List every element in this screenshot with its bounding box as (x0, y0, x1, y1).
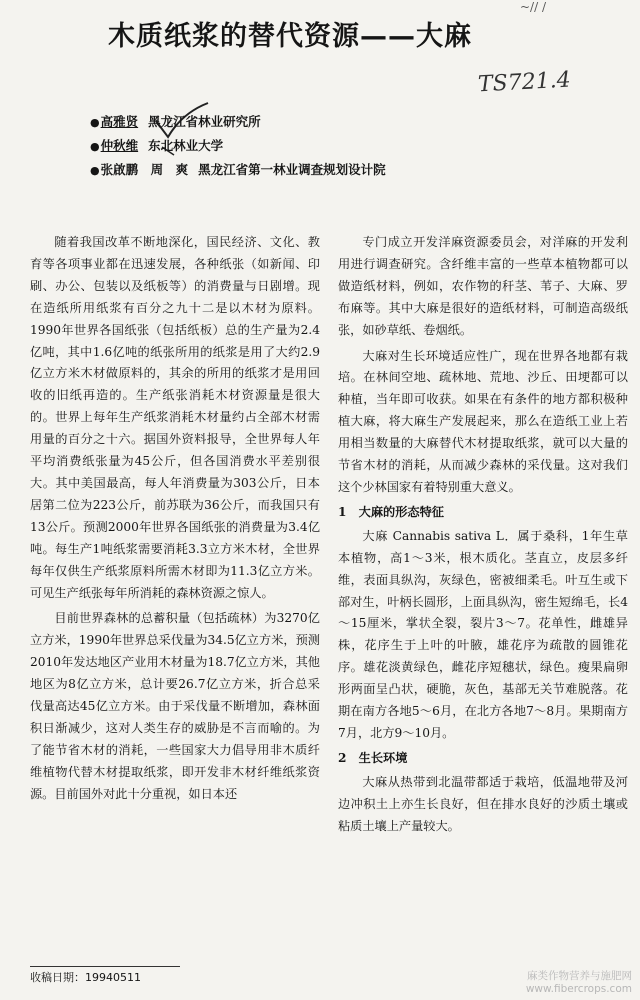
author-affiliation: 东北林业大学 (148, 138, 224, 153)
site-watermark (526, 970, 632, 996)
author-line (90, 134, 470, 158)
received-date: 收稿日期：19940511 (30, 966, 180, 985)
handwritten-classification-note: TS721.4 (477, 67, 572, 98)
bullet-dot: ● (90, 116, 100, 129)
author-name: 仲秋维 (100, 138, 139, 153)
top-handwriting: ~// / (520, 0, 546, 14)
body-paragraph: 大麻 Cannabis sativa L．属于桑科，1年生草本植物，高1～3米，根木质化。茎直立，皮层多纤维，表面具纵沟，灰绿色，密被细柔毛。叶互生或下部对生，叶柄长圆形，上面具纵沟，密生短绵毛，长4～15厘米，掌状全裂，裂片3～7。花单性，雌雄异株，花序生于上叶的叶腋，雄花序为疏散的圆锥花序。雄花淡黄绿色，雌花序短穗状，绿色。瘦果扁卵形两面呈凸状，硬脆，灰色，基部无关节难脱落。花期在南方各地5～6月，在北方各地7～8月。果期南方7月，北方9～10月。 (338, 528, 628, 740)
body-paragraph: 大麻对生长环境适应性广，现在世界各地都有栽培。在林间空地、疏林地、荒地、沙丘、田埂都可以种植，当年即可收获。如果在有条件的地方都积极种植大麻，将大麻生产发展起来，那么在造纸工业上若用相当数量的大麻替代木材提取纸浆，就可以大量的节省木材的消耗，从而减少森林的采伐量。这对我们这个少林国家有着特别重大意义。 (338, 348, 628, 494)
author-affiliation: 黑龙江省林业研究所 (148, 114, 261, 129)
watermark-line: 麻类作物营养与施肥网 (527, 970, 632, 982)
bullet-dot: ● (90, 140, 100, 153)
author-name: 张啟鹏 周 爽 (100, 162, 189, 177)
body-paragraph: 目前世界森林的总蓄积量（包括疏林）为3270亿立方米，1990年世界总采伐量为34.5亿立方米，预测2010年发达地区产业用木材量为18.7亿立方米，其他地区为8亿立方米，总计要26.7亿立方米，折合总采伐量高达45亿立方米。由于采伐量不断增加，森林面积日渐减少，这对人类生存的威胁是不言而喻的。为了能节省木材的消耗，一些国家大力倡导用非木质纤维植物代替木材提取纸浆，即开发非木材纤维纸浆资源。目前国外对此十分重视，如日本还 (30, 611, 320, 801)
bullet-dot: ● (90, 164, 100, 177)
article-title: 木质纸浆的替代资源——大麻 (108, 21, 472, 52)
author-name: 高雅贤 (100, 114, 139, 129)
watermark-url: www.fibercrops.com (525, 983, 632, 995)
author-affiliation: 黑龙江省第一林业调查规划设计院 (198, 162, 386, 177)
body-paragraph: 随着我国改革不断地深化，国民经济、文化、教育等各项事业都在迅速发展，各种纸张（如新闻、印刷、办公、包装以及纸板等）的消费量与日剧增。现在造纸所用纸浆有百分之九十二是以木材为原料。1990年世界各国纸张（包括纸板）总的生产量为2.4亿吨，其中1.6亿吨的纸张所用的纸浆是用了大约2.9亿立方米木材做原料的，其余的所用的纸浆才是用回收的旧纸再造的。生产纸张消耗木材资源量是很大的。世界上每年生产纸浆消耗木材量约占全部木材需用量的百分之十六。据国外资料报导，全世界每人年平均消费纸张量为45公斤，但各国消费水平差别很大。其中美国最高，每人年消费量为303公斤，日本居第二位为223公斤，前苏联为36公斤，而我国只有13公斤。预测2000年世界各国纸张的消费量为3.4亿吨。每生产1吨纸浆需要消耗3.3立方米木材，全世界每年仅供生产纸浆原料所需木材即为11.3亿立方米。可见生产纸张每年所消耗的森林资源之惊人。 (30, 235, 320, 600)
body-paragraph: 大麻从热带到北温带都适于栽培，低温地带及河边冲积土上亦生长良好，但在排水良好的沙质土壤或粘质土壤上产量较大。 (338, 774, 628, 833)
right-text-column (338, 232, 628, 837)
section-heading: 2 生长环境 (338, 750, 408, 765)
body-paragraph: 专门成立开发洋麻资源委员会，对洋麻的开发利用进行调查研究。含纤维丰富的一些草本植物都可以做造纸材料，例如，农作物的秆茎、苇子、大麻、罗布麻等。其中大麻是很好的造纸材料，可制造高级纸张，如砂草纸、卷烟纸。 (338, 235, 628, 337)
author-list (90, 110, 470, 182)
author-line (90, 110, 470, 134)
author-line (90, 158, 470, 182)
section-heading: 1 大麻的形态特征 (338, 504, 444, 519)
left-text-column (30, 232, 320, 806)
